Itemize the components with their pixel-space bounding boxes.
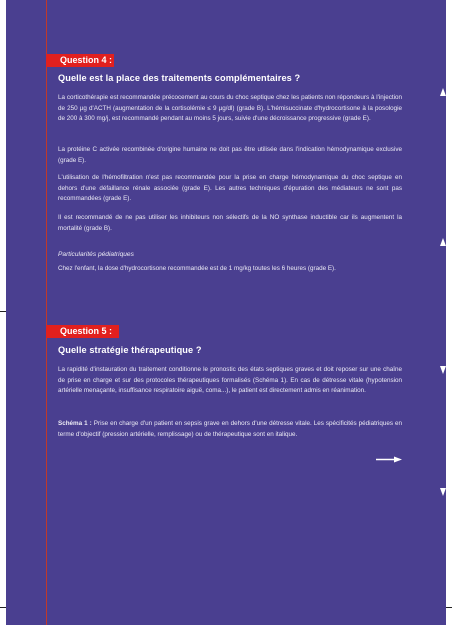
triangle-marker-icon (440, 488, 446, 496)
q4-paragraph-1: La corticothérapie est recommandée précocement au cours du choc septique chez les patients non répondeurs à l'injection de 250 µg d'ACTH (augmentation de la cortisolémie ≤ 9 µg/dl) (grade B). L'hémisuccinate d'hydrocortisone à la posologie de 200 à 300 mg/j, est recommandé pendant au moins 5 jours, suivie d'une décroissance progressive (grade E). (58, 94, 402, 123)
triangle-marker-icon (440, 238, 446, 246)
question-5-tag: Question 5 : (46, 325, 119, 338)
q4-paragraph-2: La protéine C activée recombinée d'origine humaine ne doit pas être utilisée dans l'indication hémodynamique exclusive (grade E). (58, 146, 402, 164)
triangle-marker-icon (440, 88, 446, 96)
schema-caption (58, 419, 402, 440)
crop-mark (0, 311, 6, 312)
pediatric-paragraph: Chez l'enfant, la dose d'hydrocortisone recommandée est de 1 mg/kg toutes les 6 heures (grade E). (58, 265, 336, 272)
question-5-title: Quelle stratégie thérapeutique ? (58, 345, 202, 355)
margin-line (46, 0, 47, 625)
schema-label: Schéma 1 : (58, 420, 92, 427)
question-4-tag: Question 4 : (46, 54, 114, 67)
right-arrow-icon (376, 456, 402, 463)
crop-mark (0, 607, 6, 608)
q4-paragraph-4: Il est recommandé de ne pas utiliser les inhibiteurs non sélectifs de la NO synthase inductible car ils augmentent la mortalité (grade B). (58, 214, 402, 232)
question-4-title: Quelle est la place des traitements complémentaires ? (58, 73, 301, 83)
q5-paragraph-1: La rapidité d'instauration du traitement conditionne le pronostic des états septiques graves et doit reposer sur une chaîne de prise en charge et sur des protocoles thérapeutiques formalisés (Schéma 1). En cas de détresse vitale (hypotension artérielle menaçante, insuffisance respiratoire aiguë, coma...), le patient est directement admis en réanimation. (58, 366, 402, 395)
crop-mark (446, 607, 452, 608)
pediatric-subheading: Particularités pédiatriques (58, 251, 134, 258)
q4-paragraph-3: L'utilisation de l'hémofiltration n'est pas recommandée pour la prise en charge hémodynamique du choc septique en dehors d'une défaillance rénale associée (grade E). Les autres techniques d'épuration des médiateurs ne sont pas recommandées (grade E). (58, 174, 402, 203)
triangle-marker-icon (440, 366, 446, 374)
schema-text: Prise en charge d'un patient en sepsis grave en dehors d'une détresse vitale. Les spécificités pédiatriques en terme d'objectif (pression artérielle, remplissage) ou de thérapeutique sont en italique. (58, 420, 402, 438)
